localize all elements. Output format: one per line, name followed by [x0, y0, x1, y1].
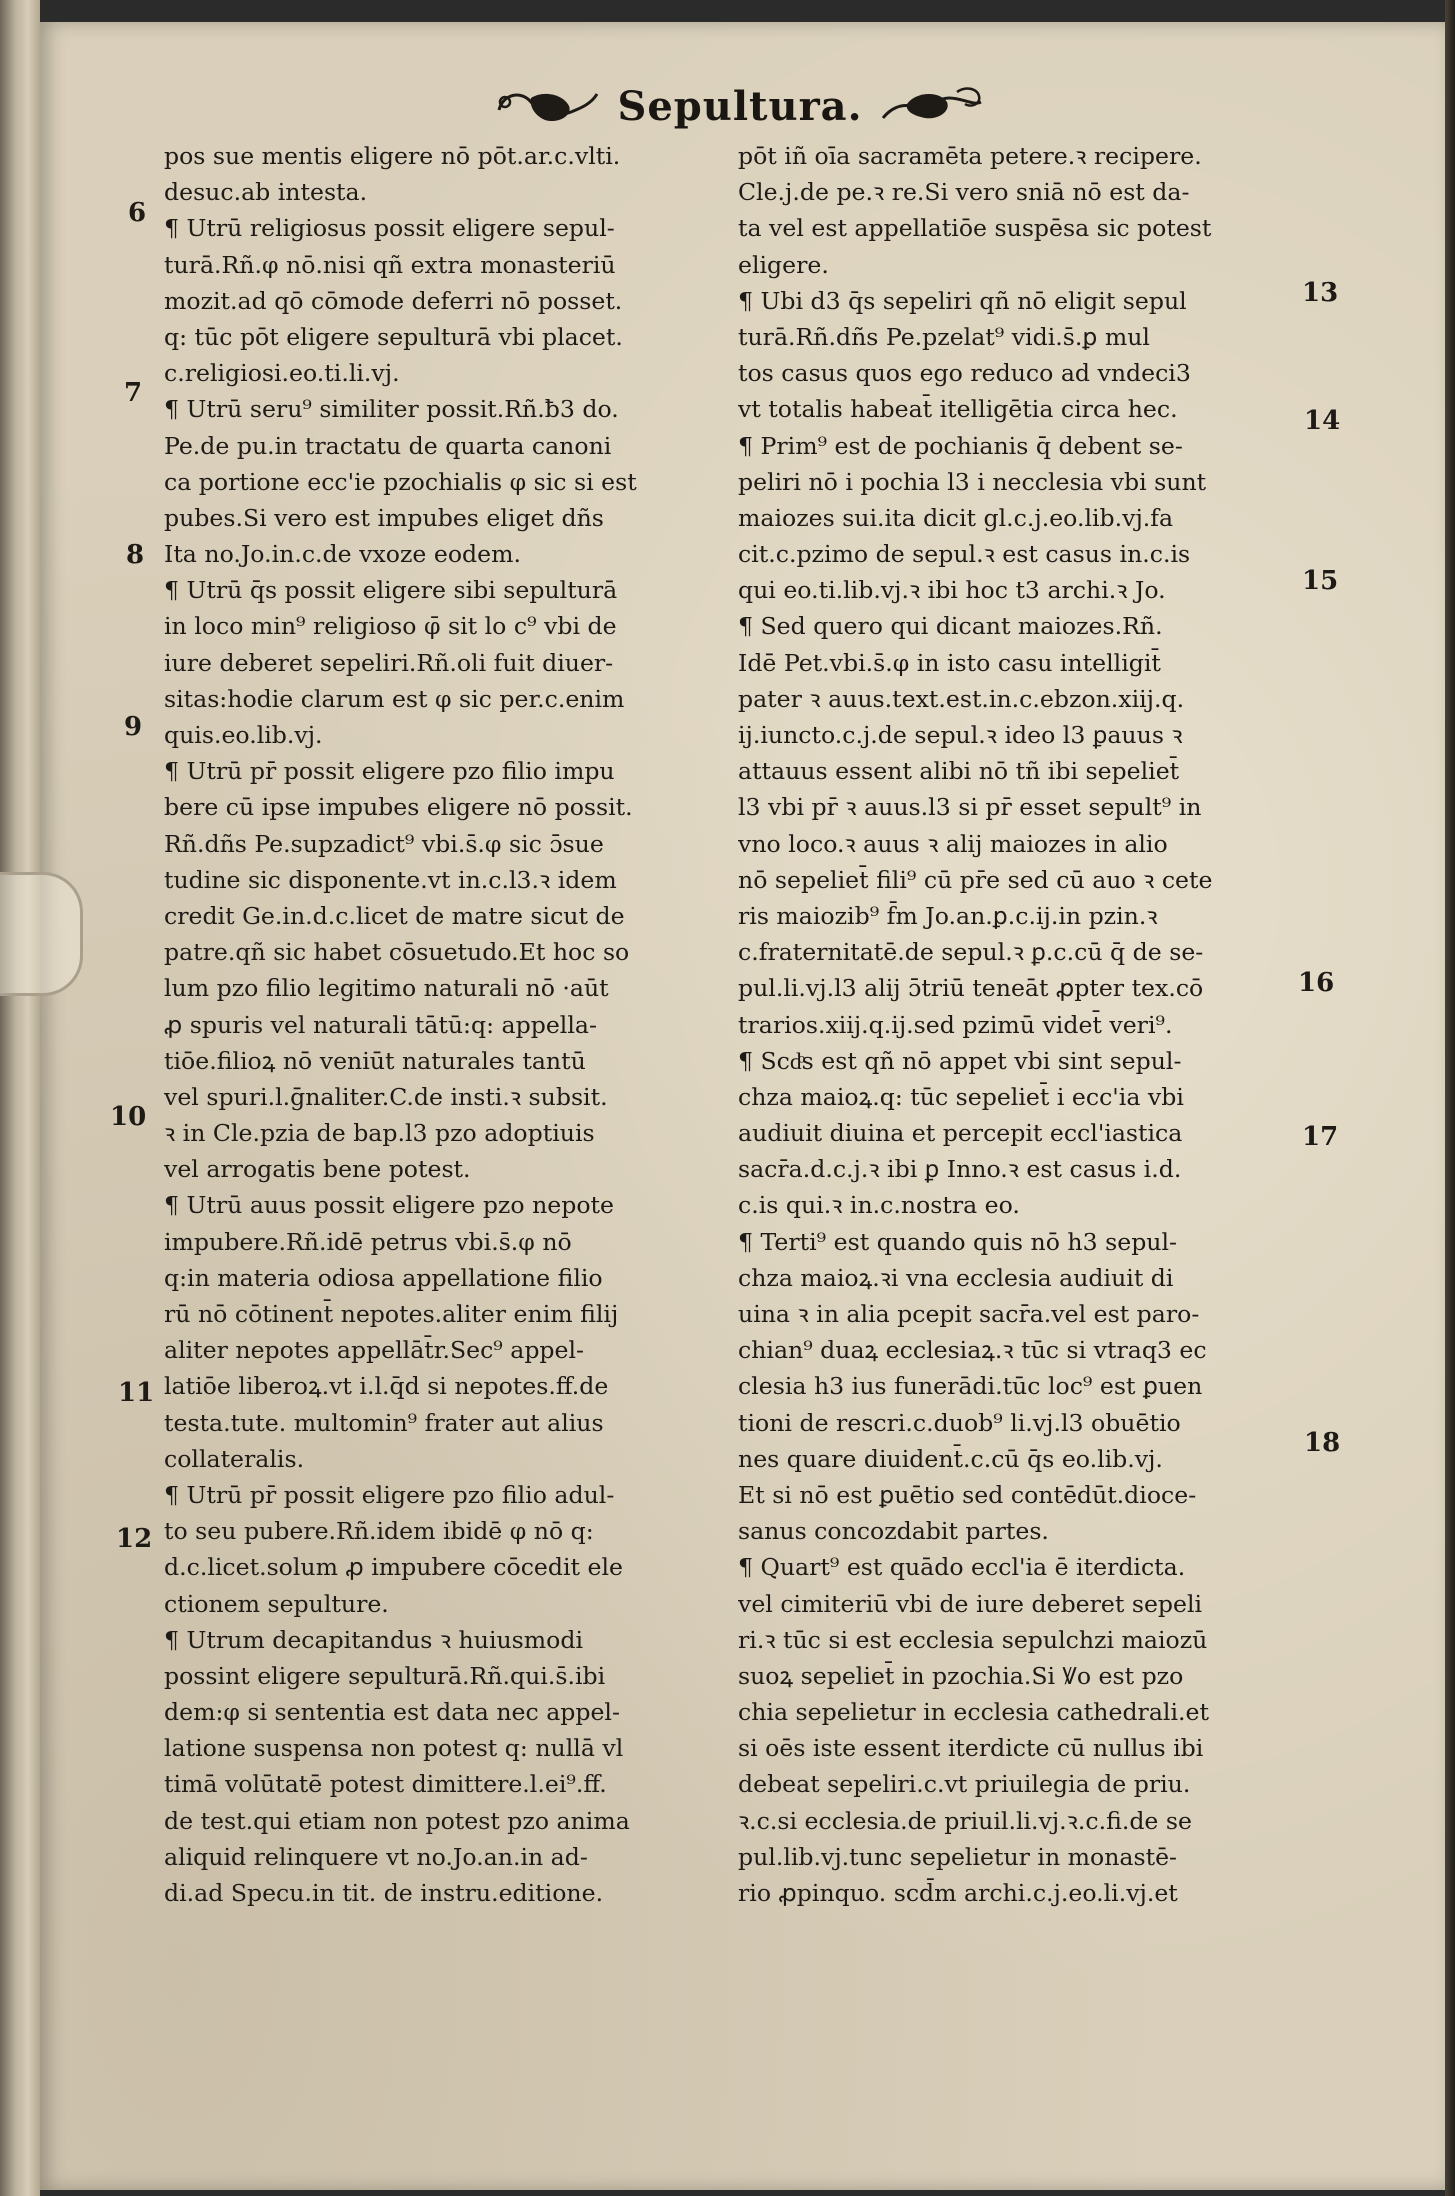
text-line: chza maioꝝ.q: tūc sepeliet̄ i ecc'ia vbi — [738, 1082, 1184, 1111]
text-line: in loco min⁹ religioso φ̄ sit lo c⁹ vbi de — [164, 612, 617, 641]
margin-number: 18 — [1304, 1428, 1341, 1458]
text-line: sanus concozdabit partes. — [738, 1517, 1049, 1546]
text-line: patre.qñ sic habet cōsuetudo.Et hoc so — [164, 938, 630, 967]
text-line: d.c.licet.solum ꝓ impubere cōcedit ele — [164, 1553, 623, 1582]
page-clip-tab — [0, 872, 83, 996]
text-line: tudine sic disponente.vt in.c.l3.ꝛ idem — [164, 865, 617, 894]
text-line: q:in materia odiosa appellatione filio — [164, 1263, 603, 1292]
margin-number: 14 — [1304, 406, 1341, 436]
text-line: debeat sepeliri.c.vt priuilegia de priu. — [738, 1770, 1191, 1799]
text-line: ta vel est appellatiōe suspēsa sic potest — [738, 214, 1212, 243]
text-line: ca portione ecc'ie pzochialis φ sic si est — [164, 467, 637, 496]
text-line: audiuit diuina et percepit eccl'iastica — [738, 1119, 1183, 1148]
margin-number: 8 — [126, 540, 145, 570]
text-line: vno loco.ꝛ auus ꝛ alij maiozes in alio — [738, 829, 1168, 858]
text-line: lum pzo filio legitimo naturali nō ·aūt — [164, 974, 609, 1003]
text-line: pos sue mentis eligere nō pōt.ar.c.vlti. — [164, 142, 621, 170]
text-line: Et si nō est ꝑuētio sed contēdūt.dioce- — [738, 1480, 1197, 1509]
text-line: qui eo.ti.lib.vj.ꝛ ibi hoc t3 archi.ꝛ Jo. — [738, 576, 1166, 605]
margin-number: 6 — [128, 198, 147, 228]
text-line: pater ꝛ auus.text.est.in.c.ebzon.xiij.q. — [738, 684, 1185, 713]
text-line: eligere. — [738, 250, 829, 279]
text-line: to seu pubere.Rñ.idem ibidē φ nō q: — [164, 1517, 594, 1546]
text-line: chza maioꝝ.ꝛi vna ecclesia audiuit di — [738, 1263, 1174, 1292]
margin-number: 15 — [1302, 566, 1339, 596]
margin-number: 16 — [1298, 968, 1335, 998]
text-line: ¶ Scdͦs est qñ nō appet vbi sint sepul- — [738, 1046, 1182, 1075]
text-line: impubere.Rñ.idē petrus vbi.s̄.φ nō — [164, 1227, 572, 1256]
text-line: vel spuri.l.ḡnaliter.C.de insti.ꝛ subsit. — [164, 1082, 608, 1111]
book-spine — [0, 0, 40, 2196]
text-line: attauus essent alibi nō tñ ibi sepeliet̄ — [738, 757, 1180, 786]
left-text-column — [164, 138, 728, 1911]
text-line: vel arrogatis bene potest. — [164, 1155, 471, 1184]
text-line: Rñ.dñs Pe.supzadict⁹ vbi.s̄.φ sic ɔ̄sue — [164, 829, 604, 858]
text-line: ꝛ.c.si ecclesia.de priuil.li.vj.ꝛ.c.fi.de se — [738, 1806, 1192, 1835]
text-line: maiozes sui.ita dicit gl.c.j.eo.lib.vj.fa — [738, 503, 1174, 532]
text-line: collateralis. — [164, 1444, 305, 1473]
text-line: Ita no.Jo.in.c.de vxoze eodem. — [164, 540, 521, 569]
text-line: c.fraternitatē.de sepul.ꝛ ꝑ.c.cū q̄ de se- — [738, 938, 1204, 967]
page-edge-shadow — [1445, 0, 1455, 2196]
text-line: tos casus quos ego reduco ad vndeci3 — [738, 359, 1191, 388]
margin-number: 11 — [118, 1378, 155, 1408]
text-line: ¶ Ubi d3 q̄s sepeliri qñ nō eligit sepul — [738, 286, 1187, 315]
text-line: ¶ Utrū pr̄ possit eligere pzo filio adul- — [164, 1480, 615, 1509]
text-line: trarios.xiij.q.ij.sed pzimū videt̄ veri⁹. — [738, 1010, 1173, 1039]
text-line: pubes.Si vero est impubes eliget dñs — [164, 503, 604, 532]
text-line: mozit.ad qō cōmode deferri nō posset. — [164, 286, 623, 315]
text-line: vt totalis habeat̄ itelligētia circa hec. — [738, 395, 1178, 424]
text-line: ¶ Prim⁹ est de pochianis q̄ debent se- — [738, 431, 1183, 460]
text-line: suoꝝ sepeliet̄ in pzochia.Si Ꝟo est pzo — [738, 1661, 1184, 1690]
text-line: rio ꝓpinquo. scd̄m archi.c.j.eo.li.vj.et — [738, 1879, 1178, 1907]
margin-number: 10 — [110, 1102, 147, 1132]
text-line: ¶ Utrū religiosus possit eligere sepul- — [164, 214, 615, 243]
text-line: clesia h3 ius funerādi.tūc loc⁹ est ꝑuen — [738, 1372, 1203, 1401]
text-line: peliri nō i pochia l3 i necclesia vbi sunt — [738, 467, 1207, 496]
running-header — [470, 76, 1010, 136]
page-title: Sepultura. — [617, 82, 863, 130]
text-line: nes quare diuident̄.c.cū q̄s eo.lib.vj. — [738, 1444, 1163, 1473]
text-line: ¶ Quart⁹ est quādo eccl'ia ē iterdicta. — [738, 1553, 1186, 1582]
text-line: sitas:hodie clarum est φ sic per.c.enim — [164, 684, 625, 713]
text-line: ctionem sepulture. — [164, 1589, 389, 1618]
right-fleuron-icon — [877, 84, 987, 128]
text-line: tioni de rescri.c.duob⁹ li.vj.l3 obuētio — [738, 1408, 1181, 1437]
text-line: ¶ Utrū q̄s possit eligere sibi sepulturā — [164, 576, 618, 605]
text-line: q: tūc pōt eligere sepulturā vbi placet. — [164, 322, 623, 351]
text-line: ¶ Utrū pr̄ possit eligere pzo filio impu — [164, 757, 615, 786]
text-line: c.is qui.ꝛ in.c.nostra eo. — [738, 1191, 1020, 1220]
text-line: chia sepelietur in ecclesia cathedrali.et — [738, 1698, 1209, 1727]
text-line: ¶ Terti⁹ est quando quis nō h3 sepul- — [738, 1227, 1178, 1256]
text-line: Pe.de pu.in tractatu de quarta canoni — [164, 431, 612, 460]
text-line: pōt iñ oīa sacramēta petere.ꝛ recipere. — [738, 142, 1202, 170]
text-line: possint eligere sepulturā.Rñ.qui.s̄.ibi — [164, 1661, 606, 1690]
text-line: aliter nepotes appellāt̄r.Sec⁹ appel- — [164, 1336, 585, 1365]
text-line: ij.iuncto.c.j.de sepul.ꝛ ideo l3 ꝑauus ꝛ — [738, 721, 1183, 749]
text-line: turā.Rñ.φ nō.nisi qñ extra monasteriū — [164, 250, 616, 279]
text-line: cit.c.pzimo de sepul.ꝛ est casus in.c.is — [738, 540, 1191, 569]
left-fleuron-icon — [493, 84, 603, 128]
text-line: quis.eo.lib.vj. — [164, 721, 323, 749]
text-line: latione suspensa non potest q: nullā vl — [164, 1734, 624, 1763]
text-line: sacr̄a.d.c.j.ꝛ ibi ꝑ Inno.ꝛ est casus i.d. — [738, 1155, 1182, 1184]
margin-number: 12 — [116, 1524, 153, 1554]
text-line: Idē Pet.vbi.s̄.φ in isto casu intelligit̄ — [738, 648, 1161, 677]
margin-number: 9 — [124, 712, 143, 742]
text-line: Cle.j.de pe.ꝛ re.Si vero sniā nō est da- — [738, 178, 1190, 207]
text-line: vel cimiteriū vbi de iure deberet sepeli — [738, 1589, 1203, 1618]
text-line: tiōe.filioꝝ nō veniūt naturales tantū — [164, 1046, 586, 1075]
text-line: ꝛ in Cle.pzia de bap.l3 pzo adoptiuis — [164, 1119, 595, 1148]
text-line: ri.ꝛ tūc si est ecclesia sepulchzi maiozū — [738, 1625, 1208, 1654]
text-line: di.ad Specu.in tit. de instru.editione. — [164, 1879, 604, 1907]
text-line: iure deberet sepeliri.Rñ.oli fuit diuer- — [164, 648, 614, 677]
text-line: dem:φ si sententia est data nec appel- — [164, 1698, 620, 1727]
text-line: ꝓ spuris vel naturali tātū:q: appella- — [164, 1010, 597, 1039]
text-line: nō sepeliet̄ fili⁹ cū pr̄e sed cū auo ꝛ cete — [738, 865, 1213, 894]
text-line: ris maiozib⁹ f̄m Jo.an.ꝑ.c.ij.in pzin.ꝛ — [738, 901, 1158, 930]
text-line: ¶ Utrū auus possit eligere pzo nepote — [164, 1191, 614, 1220]
text-line: ¶ Sed quero qui dicant maiozes.Rñ. — [738, 612, 1163, 641]
text-line: desuc.ab intesta. — [164, 178, 368, 207]
right-text-column — [738, 138, 1304, 1911]
margin-number: 13 — [1302, 278, 1339, 308]
text-line: ¶ Utrum decapitandus ꝛ huiusmodi — [164, 1625, 584, 1654]
text-line: l3 vbi pr̄ ꝛ auus.l3 si pr̄ esset sepult⁹ in — [738, 793, 1202, 822]
margin-number: 17 — [1302, 1122, 1339, 1152]
text-line: turā.Rñ.dñs Pe.pzelat⁹ vidi.s̄.ꝑ mul — [738, 322, 1150, 351]
text-line: pul.lib.vj.tunc sepelietur in monastē- — [738, 1842, 1178, 1871]
text-line: de test.qui etiam non potest pzo anima — [164, 1806, 630, 1835]
text-line: uina ꝛ in alia pcepit sacr̄a.vel est paro- — [738, 1300, 1200, 1328]
text-line: chian⁹ duaꝝ ecclesiaꝝ.ꝛ tūc si vtraq3 ec — [738, 1336, 1207, 1365]
text-line: aliquid relinquere vt no.Jo.an.in ad- — [164, 1842, 588, 1871]
text-line: c.religiosi.eo.ti.li.vj. — [164, 359, 400, 388]
text-line: timā volūtatē potest dimittere.l.ei⁹.ff. — [164, 1770, 607, 1799]
text-line: latiōe liberoꝝ.vt i.l.q̄d si nepotes.ff.de — [164, 1372, 609, 1401]
text-line: ¶ Utrū seru⁹ similiter possit.Rñ.ƀ3 do. — [164, 395, 619, 424]
text-line: rū nō cōtinent̄ nepotes.aliter enim filij — [164, 1300, 619, 1328]
text-line: credit Ge.in.d.c.licet de matre sicut de — [164, 901, 625, 930]
text-line: si oēs iste essent iterdicte cū nullus ibi — [738, 1734, 1204, 1763]
text-line: testa.tute. multomin⁹ frater aut alius — [164, 1408, 604, 1437]
margin-number: 7 — [124, 378, 143, 408]
text-line: bere cū ipse impubes eligere nō possit. — [164, 793, 633, 822]
text-line: pul.li.vj.l3 alij ɔ̄triū teneāt ꝓpter tex.cō — [738, 974, 1204, 1003]
